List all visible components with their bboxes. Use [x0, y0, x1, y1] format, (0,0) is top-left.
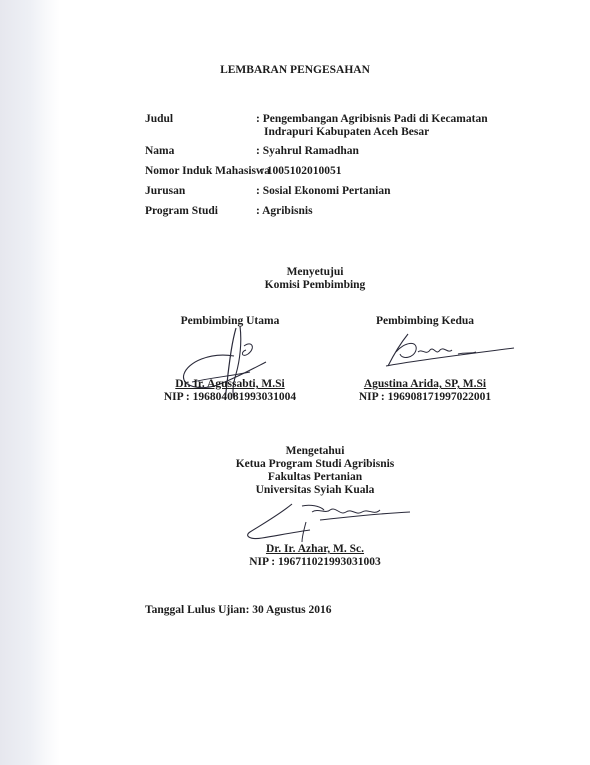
supervisor2-role: Pembimbing Kedua — [375, 315, 475, 327]
field-value-judul-line2: Indrapuri Kabupaten Aceh Besar — [264, 126, 430, 138]
head-nip: NIP : 196711021993031003 — [249, 556, 381, 568]
supervisor1-role: Pembimbing Utama — [180, 315, 280, 327]
acknowledged-line1: Mengetahui — [285, 445, 345, 457]
field-value-jurusan: : Sosial Ekonomi Pertanian — [256, 185, 391, 197]
head-signature — [240, 500, 415, 545]
acknowledged-line4: Universitas Syiah Kuala — [255, 484, 375, 496]
field-label-judul: Judul — [145, 113, 174, 125]
page-title: LEMBARAN PENGESAHAN — [220, 64, 370, 76]
field-label-program-studi: Program Studi — [145, 205, 218, 217]
field-value-nama: : Syahrul Ramadhan — [256, 145, 359, 157]
field-value-nim: : 1005102010051 — [260, 165, 342, 177]
graduation-date: Tanggal Lulus Ujian: 30 Agustus 2016 — [145, 604, 332, 616]
field-label-nama: Nama — [145, 145, 175, 157]
approval-line1: Menyetujui — [286, 266, 344, 278]
field-label-jurusan: Jurusan — [145, 185, 186, 197]
field-value-judul: : Pengembangan Agribisnis Padi di Kecamatan — [256, 113, 488, 125]
acknowledged-line2: Ketua Program Studi Agribisnis — [235, 458, 395, 470]
supervisor2-nip: NIP : 196908171997022001 — [358, 391, 492, 403]
supervisor2-signature — [378, 330, 528, 375]
approval-line2: Komisi Pembimbing — [264, 279, 366, 291]
acknowledged-line3: Fakultas Pertanian — [267, 471, 363, 483]
supervisor1-name: Dr. Ir. Agussabti, M.Si — [175, 378, 285, 390]
head-name: Dr. Ir. Azhar, M. Sc. — [265, 543, 365, 555]
field-label-nim: Nomor Induk Mahasiswa — [145, 165, 271, 177]
supervisor2-name: Agustina Arida, SP, M.Si — [363, 378, 487, 390]
supervisor1-nip: NIP : 196804081993031004 — [163, 391, 297, 403]
field-value-program-studi: : Agribisnis — [256, 205, 313, 217]
